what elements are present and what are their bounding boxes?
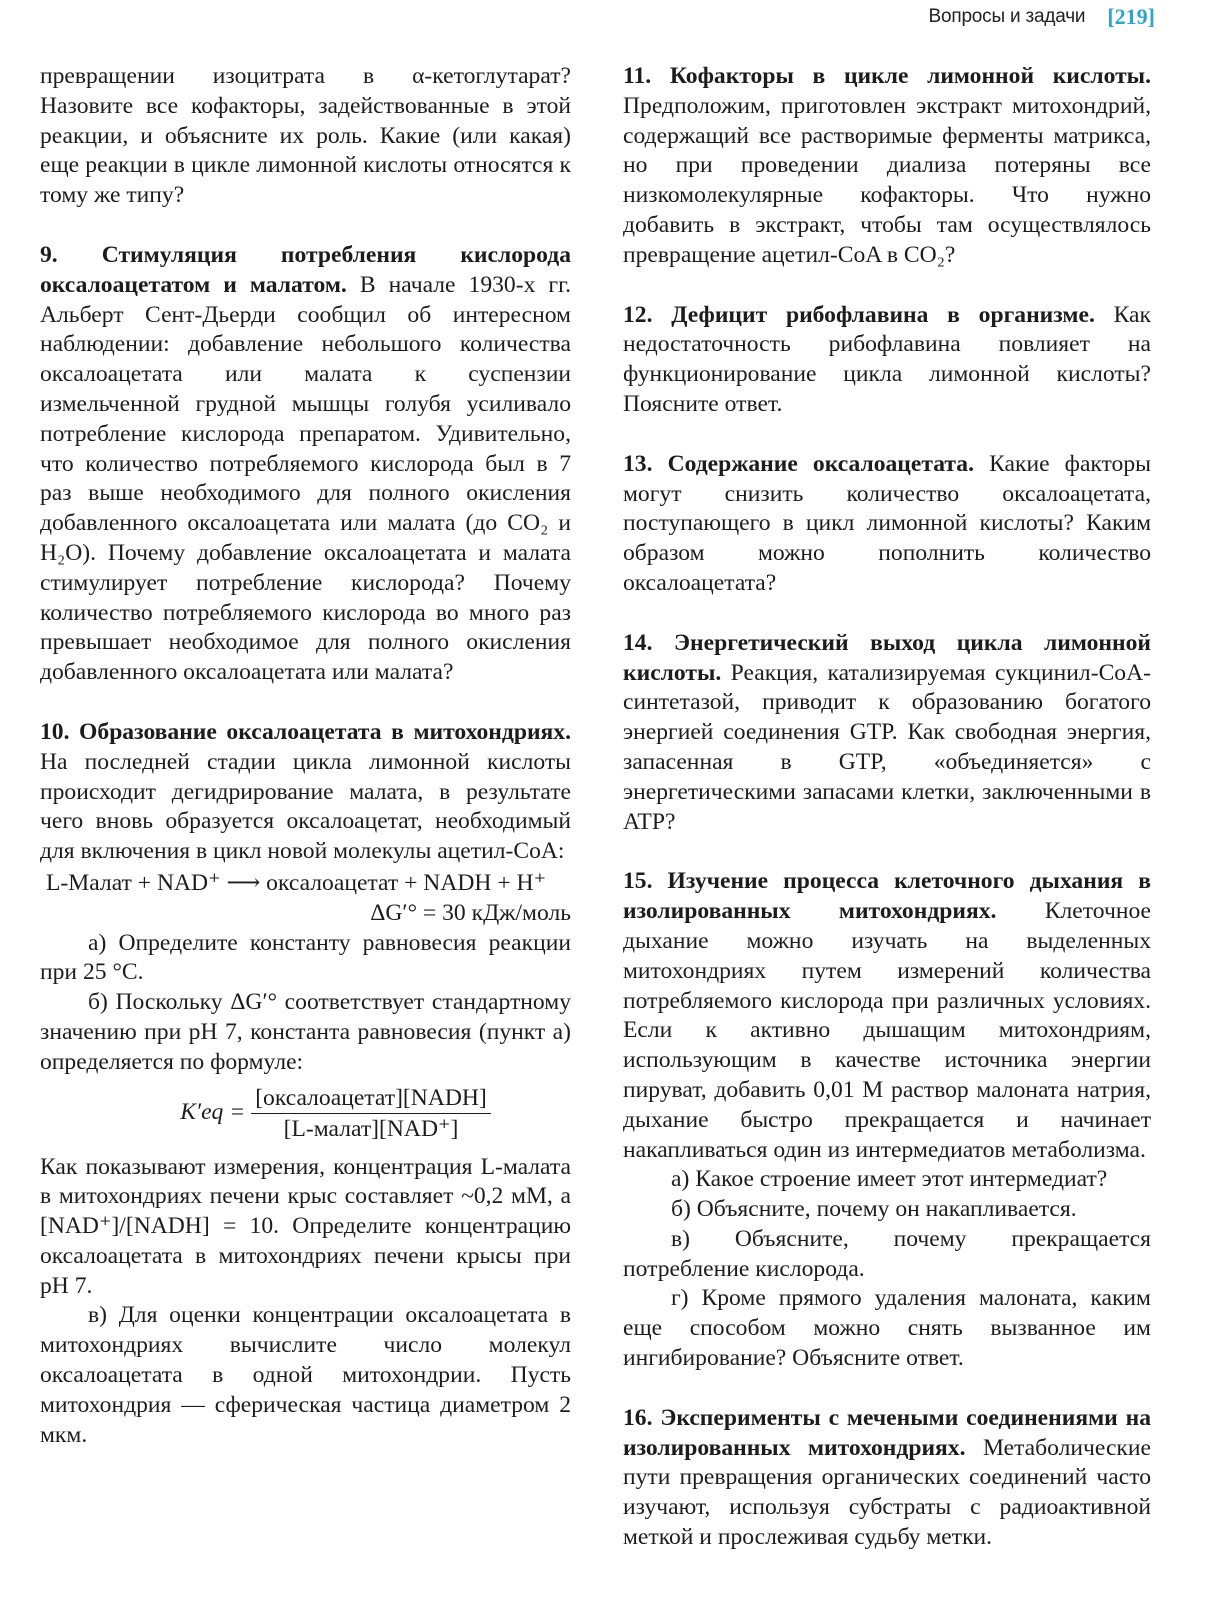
formula-numerator: [оксалоацетат][NADH]	[251, 1084, 491, 1114]
question-16	[623, 1404, 1151, 1553]
question-15-part-d: г) Кроме прямого удаления малоната, каким еще способом можно снять вызванное им ингибирование? Объясните ответ.	[623, 1285, 1151, 1372]
question-15-part-a: а) Какое строение имеет этот интермедиат?	[671, 1166, 1108, 1193]
formula-denominator: [L-малат][NAD⁺]	[283, 1115, 459, 1142]
question-10-measurements: Как показывают измерения, концентрация L-малата в митохондриях печени крыс составляет ~0,2 мМ, а [NAD⁺]/[NADH] = 10. Определите концентрацию оксалоацетата в митохондриях печени крысы при pH 7.	[40, 1153, 571, 1299]
question-10-text: На последней стадии цикла лимонной кислоты происходит дегидрирование малата, в результате чего вновь образуется оксалоацетат, необходимый для включения в цикл новой молекулы ацетил-CoA:	[40, 748, 571, 865]
question-9	[40, 241, 571, 688]
question-10	[40, 718, 571, 867]
question-12-title: 12. Дефицит рибофлавина в организме.	[623, 301, 1095, 328]
question-16-title: 16. Эксперименты с мечеными соединениями на изолированных митохондриях.	[623, 1404, 1151, 1461]
question-15-title: 15. Изучение процесса клеточного дыхания в изолированных митохондриях.	[623, 868, 1151, 925]
question-13-text: Какие факторы могут снизить количество оксалоацетата, поступающего в цикл лимонной кислоты? Каким образом можно пополнить количество оксалоацетата?	[623, 450, 1152, 596]
question-14	[623, 629, 1151, 838]
left-column	[40, 62, 571, 1450]
delta-g-value: ΔG′° = 30 кДж/моль	[370, 899, 571, 926]
intro-paragraph: превращении изоцитрата в α-кетоглутарат? Назовите все кофакторы, задействованные в этой реакции, и объясните их роль. Какие (или какая) еще реакции в цикле лимонной кислоты относятся к тому же типу?	[40, 63, 571, 209]
reaction-equation: L-Малат + NAD⁺ ⟶ оксалоацетат + NADH + H⁺	[46, 869, 547, 896]
running-header	[929, 4, 1155, 30]
question-13-title: 13. Содержание оксалоацетата.	[623, 450, 975, 477]
formula-lhs: K′eq =	[180, 1099, 246, 1126]
question-15-part-b: б) Объясните, почему он накапливается.	[671, 1196, 1077, 1223]
question-15-text: Клеточное дыхание можно изучать на выделенных митохондриях путем измерений количества потребляемого кислорода при различных условиях. Если к активно дышащим митохондриям, использующим в качестве источника энергии пируват, добавить 0,01 М раствор малоната натрия, дыхание быстро прекращается и начинает накапливаться один из интермедиатов метаболизма.	[623, 898, 1151, 1163]
right-column	[623, 62, 1151, 1553]
question-11	[623, 62, 1151, 271]
question-11-text: Предположим, приготовлен экстракт митохондрий, содержащий все растворимые ферменты матрикса, но при проведении диализа потеряны все низкомолекулярные кофакторы. Что нужно добавить в экстракт, чтобы там осуществлялось превращение ацетил-CoA в CO₂?	[623, 92, 1151, 268]
question-12	[623, 301, 1151, 420]
question-15	[623, 867, 1151, 1165]
page-number: [219]	[1107, 4, 1155, 29]
equilibrium-formula	[100, 1084, 571, 1143]
question-15-part-c: в) Объясните, почему прекращается потребление кислорода.	[623, 1225, 1151, 1282]
question-10-part-b: б) Поскольку ΔG′° соответствует стандартному значению при pH 7, константа равновесия (пункт а) определяется по формуле:	[40, 989, 571, 1075]
question-11-title: 11. Кофакторы в цикле лимонной кислоты.	[623, 63, 1151, 89]
question-10-title: 10. Образование оксалоацетата в митохондриях.	[40, 718, 571, 745]
question-12-text: Как недостаточность рибофлавина повлияет на функционирование цикла лимонной кислоты? Поясните ответ.	[623, 301, 1151, 417]
question-10-part-c: в) Для оценки концентрации оксалоацетата в митохондриях вычислите число молекул оксалоацетата в одной митохондрии. Пусть митохондрия — сферическая частица диаметром 2 мкм.	[40, 1302, 571, 1448]
section-title: Вопросы и задачи	[928, 6, 1086, 27]
question-9-text: В начале 1930-х гг. Альберт Сент-Дьерди сообщил об интересном наблюдении: добавление небольшого количества оксалоацетата или малата к суспензии измельченной грудной мышцы голубя усиливало потребление кислорода препаратом. Удивительно, что количество потребляемого кислорода был в 7 раз выше необходимого для полного окисления добавленного оксалоацетата или малата (до CO₂ и H₂O). Почему добавление оксалоацетата и малата стимулирует потребление кислорода? Почему количество потребляемого кислорода во много раз превышает необходимое для полного окисления добавленного оксалоацетата или малата?	[40, 271, 571, 686]
question-14-text: Реакция, катализируемая сукцинил-CoA-синтетазой, приводит к образованию богатого энергией соединения GTP. Как свободная энергия, запасенная в GTP, «объединяется» с энергетическими запасами клетки, заключенными в ATP?	[623, 659, 1151, 835]
question-13	[623, 450, 1151, 599]
question-10-part-a: а) Определите константу равновесия реакции при 25 °C.	[40, 929, 571, 986]
question-14-title: 14. Энергетический выход цикла лимонной кислоты.	[623, 629, 1151, 686]
question-9-title: 9. Стимуляция потребления кислорода оксалоацетатом и малатом.	[40, 241, 571, 298]
question-16-text: Метаболические пути превращения органических соединений часто изучают, используя субстраты с радиоактивной меткой и прослеживая судьбу метки.	[623, 1434, 1151, 1551]
